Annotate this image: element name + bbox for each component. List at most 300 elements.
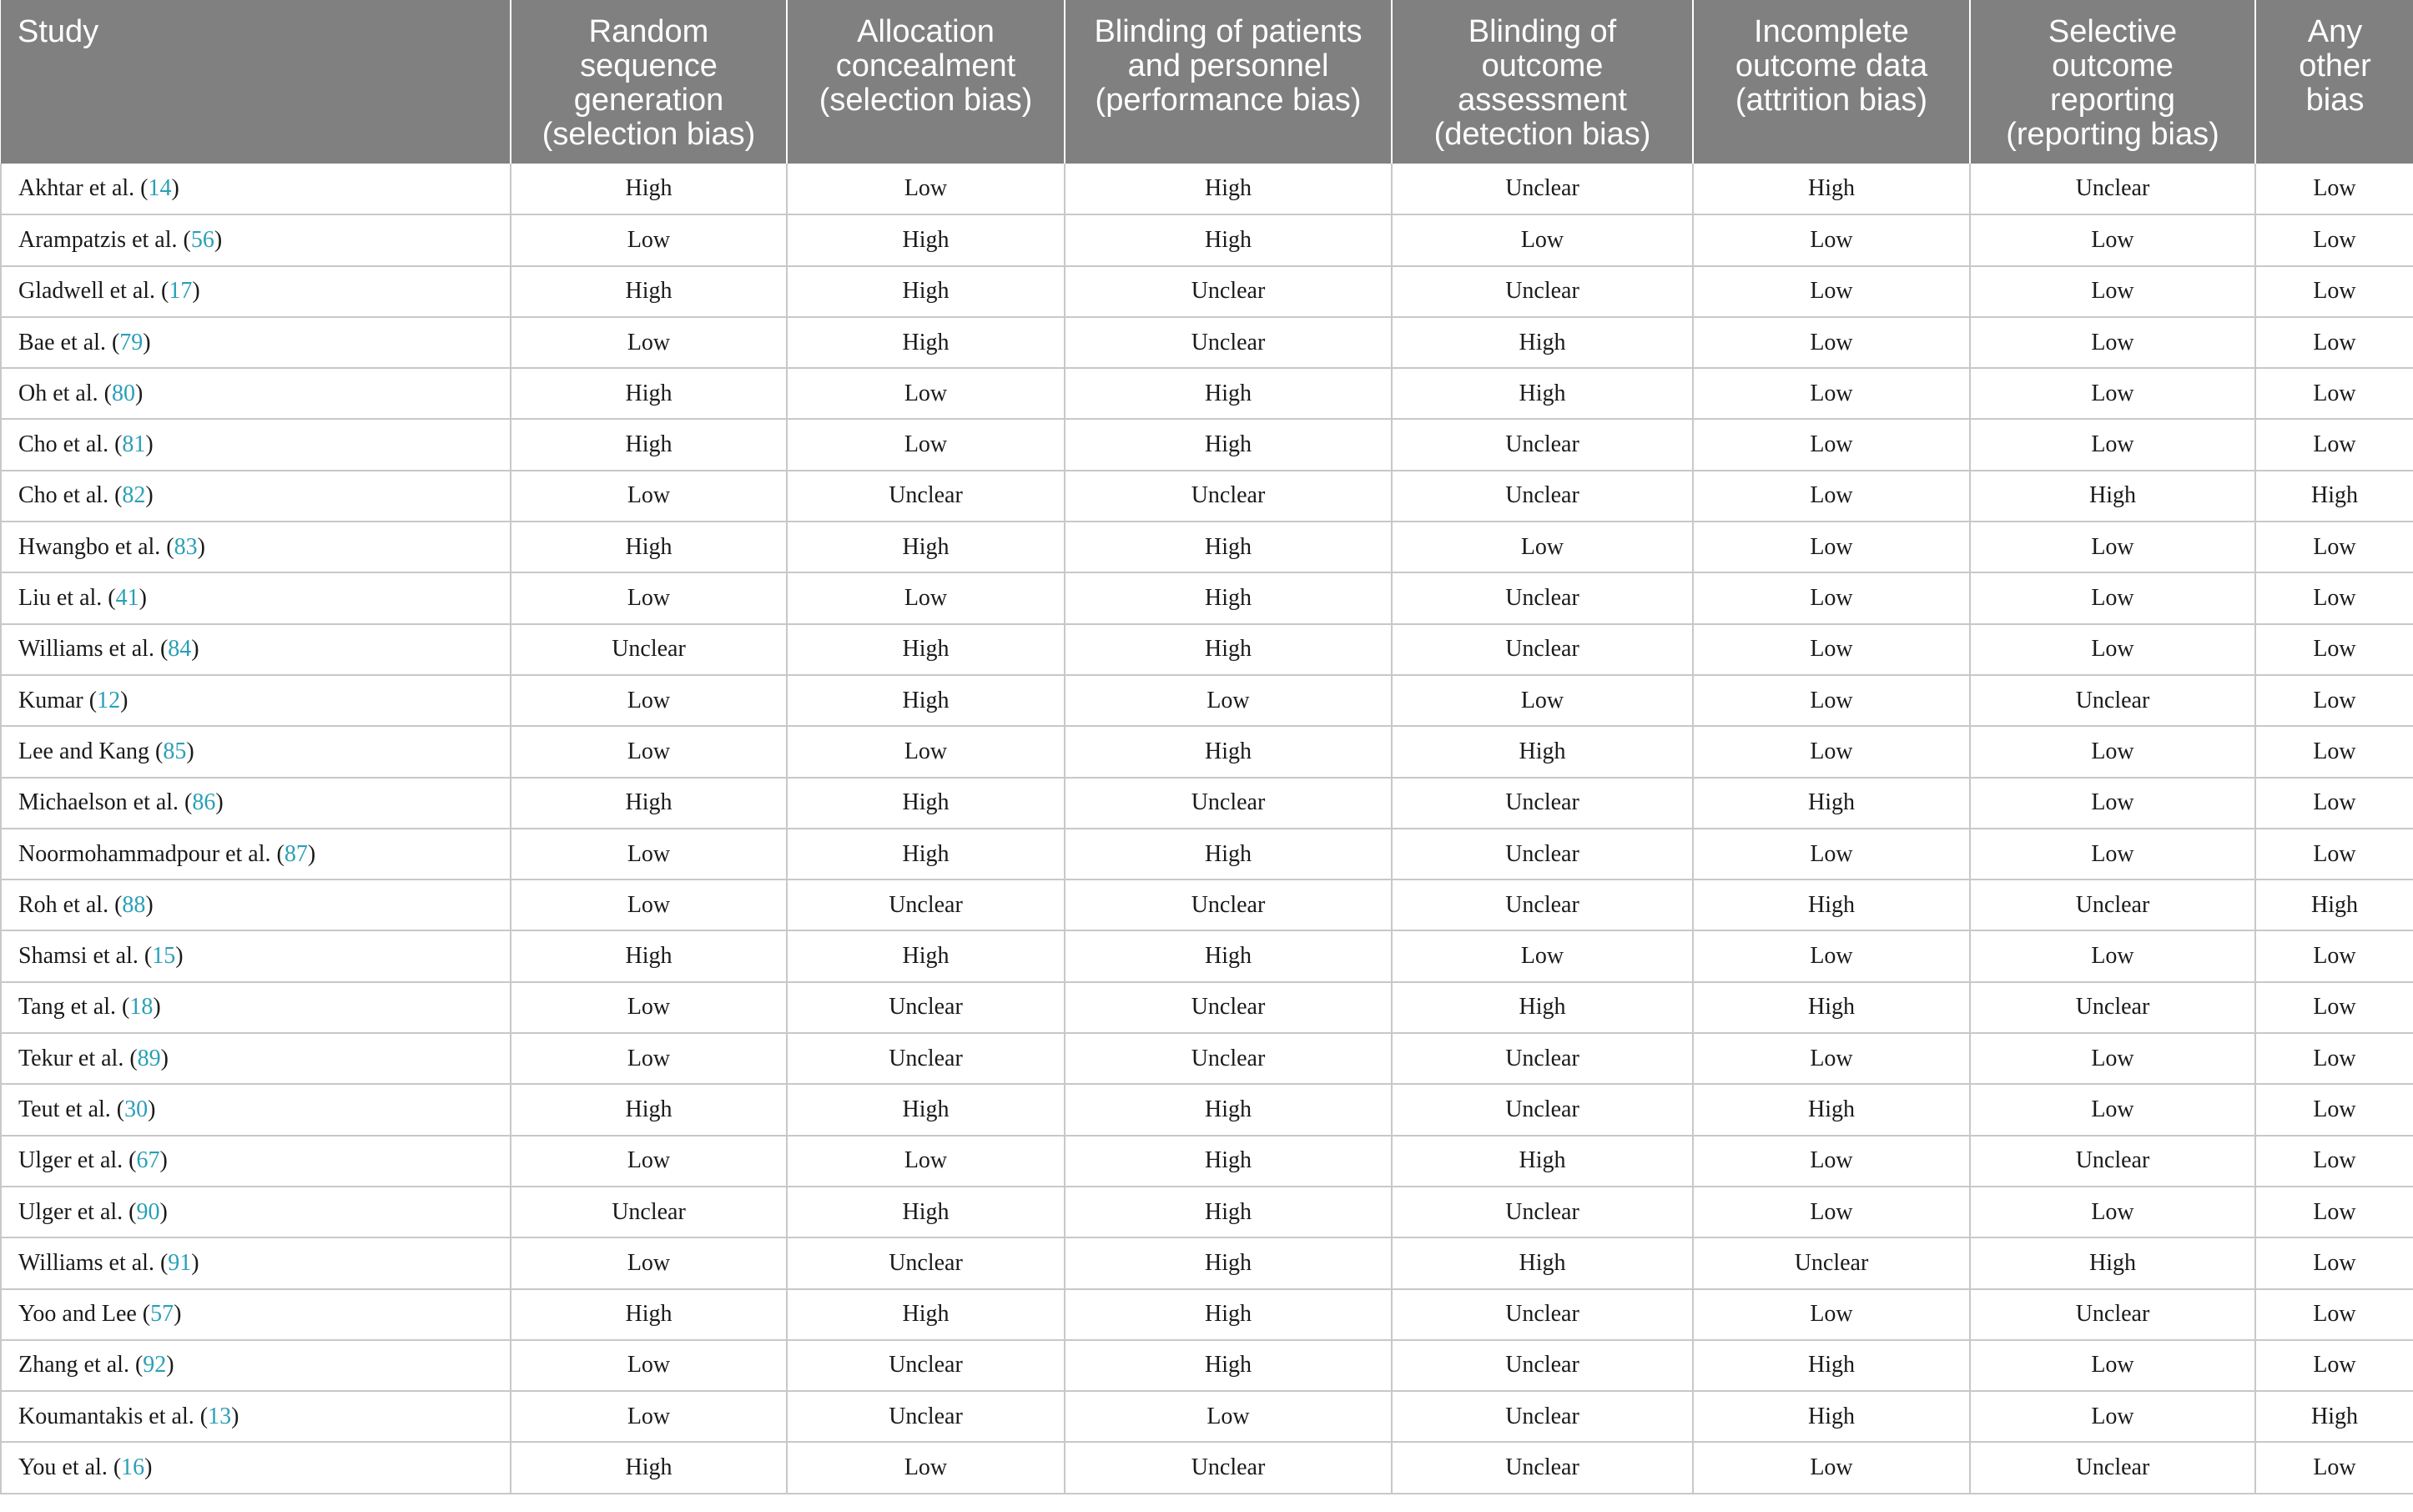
bias-rating-cell: Low	[2255, 1033, 2413, 1084]
bias-rating-cell: High	[1392, 368, 1693, 419]
bias-rating-cell: High	[511, 419, 787, 470]
bias-rating-cell: Low	[1693, 317, 1970, 368]
bias-rating-cell: High	[1065, 1340, 1392, 1391]
bias-rating-cell: Low	[2255, 368, 2413, 419]
reference-link[interactable]: 83	[174, 533, 198, 560]
bias-rating-cell: High	[1065, 624, 1392, 675]
bias-rating-cell: Low	[2255, 419, 2413, 470]
bias-rating-cell: High	[787, 675, 1065, 726]
bias-rating-cell: High	[1693, 778, 1970, 829]
table-row	[1, 829, 2413, 879]
bias-rating-cell: Low	[1970, 726, 2255, 777]
table-row	[1, 1442, 2413, 1493]
bias-rating-cell: High	[1065, 1289, 1392, 1340]
study-close-paren: )	[231, 1403, 239, 1429]
study-name: Tekur et al. (	[18, 1045, 138, 1071]
bias-rating-cell: Unclear	[1392, 1084, 1693, 1135]
bias-rating-cell: High	[787, 522, 1065, 572]
bias-rating-cell: Low	[511, 572, 787, 623]
header-incomplete-outcome-data	[1693, 0, 1970, 164]
table-row	[1, 624, 2413, 675]
bias-rating-cell: Unclear	[787, 1340, 1065, 1391]
reference-link[interactable]: 92	[143, 1352, 167, 1378]
bias-rating-cell: Unclear	[511, 624, 787, 675]
bias-rating-cell: Low	[1065, 675, 1392, 726]
bias-rating-cell: Low	[511, 726, 787, 777]
study-name: Yoo and Lee (	[18, 1301, 151, 1328]
study-cell	[1, 214, 511, 265]
study-cell	[1, 624, 511, 675]
bias-rating-cell: High	[787, 317, 1065, 368]
bias-rating-cell: Unclear	[1392, 266, 1693, 317]
header-line: outcome	[2052, 48, 2174, 83]
bias-rating-cell: Low	[511, 1033, 787, 1084]
bias-rating-cell: Low	[1693, 1136, 1970, 1187]
header-line: (detection bias)	[1433, 117, 1651, 152]
reference-link[interactable]: 79	[119, 329, 144, 355]
header-row	[1, 0, 2413, 164]
bias-rating-cell: High	[1065, 522, 1392, 572]
bias-rating-cell: High	[1392, 317, 1693, 368]
header-line: Study	[18, 14, 99, 49]
bias-rating-cell: Unclear	[1970, 879, 2255, 930]
bias-rating-cell: Low	[1970, 266, 2255, 317]
reference-link[interactable]: 13	[208, 1403, 232, 1429]
study-name: You et al. (	[18, 1454, 122, 1481]
bias-rating-cell: High	[1970, 471, 2255, 522]
bias-rating-cell: Low	[2255, 1340, 2413, 1391]
bias-rating-cell: Low	[787, 368, 1065, 419]
bias-rating-cell: Low	[2255, 214, 2413, 265]
header-line: Blinding of	[1468, 14, 1617, 49]
table-row	[1, 675, 2413, 726]
header-line: Selective	[2048, 14, 2178, 49]
bias-rating-cell: Low	[1970, 317, 2255, 368]
bias-rating-cell: High	[787, 266, 1065, 317]
bias-rating-cell: High	[511, 1442, 787, 1493]
reference-link[interactable]: 86	[192, 789, 216, 816]
bias-rating-cell: Low	[511, 1136, 787, 1187]
bias-rating-cell: High	[1693, 1340, 1970, 1391]
table-row	[1, 1289, 2413, 1340]
study-close-paren: )	[145, 891, 154, 918]
bias-rating-cell: Low	[1065, 1391, 1392, 1442]
study-cell	[1, 1136, 511, 1187]
bias-rating-cell: High	[511, 1289, 787, 1340]
bias-rating-cell: High	[511, 778, 787, 829]
bias-rating-cell: High	[1065, 572, 1392, 623]
study-close-paren: )	[175, 943, 184, 970]
study-close-paren: )	[307, 840, 316, 867]
bias-rating-cell: Low	[1693, 368, 1970, 419]
bias-rating-cell: Low	[1693, 1187, 1970, 1237]
bias-rating-cell: High	[511, 164, 787, 214]
study-name: Cho et al. (	[18, 431, 123, 458]
study-name: Williams et al. (	[18, 636, 169, 663]
bias-rating-cell: Low	[2255, 522, 2413, 572]
bias-rating-cell: High	[511, 266, 787, 317]
bias-rating-cell: Unclear	[1065, 1442, 1392, 1493]
bias-rating-cell: Low	[511, 1237, 787, 1288]
reference-link[interactable]: 87	[284, 840, 308, 867]
reference-link[interactable]: 12	[97, 687, 121, 713]
bias-rating-cell: Low	[1970, 419, 2255, 470]
reference-link[interactable]: 82	[122, 482, 146, 509]
header-line: other	[2299, 48, 2371, 83]
study-cell	[1, 471, 511, 522]
bias-rating-cell: Unclear	[1693, 1237, 1970, 1288]
table-row	[1, 930, 2413, 981]
reference-link[interactable]: 89	[137, 1045, 161, 1071]
bias-rating-cell: Unclear	[1065, 778, 1392, 829]
bias-rating-cell: Unclear	[1065, 266, 1392, 317]
bias-rating-cell: Low	[787, 572, 1065, 623]
table-row	[1, 726, 2413, 777]
table-row	[1, 368, 2413, 419]
reference-link[interactable]: 57	[150, 1301, 174, 1328]
bias-rating-cell: Low	[1693, 266, 1970, 317]
bias-rating-cell: Low	[1392, 214, 1693, 265]
header-line: generation	[573, 83, 724, 118]
bias-rating-cell: Unclear	[787, 1237, 1065, 1288]
table-row	[1, 214, 2413, 265]
bias-rating-cell: Unclear	[1065, 982, 1392, 1033]
table-row	[1, 317, 2413, 368]
bias-rating-cell: Low	[1970, 1391, 2255, 1442]
bias-rating-cell: Unclear	[1970, 1136, 2255, 1187]
study-close-paren: )	[197, 533, 205, 560]
bias-rating-cell: Low	[1693, 572, 1970, 623]
study-cell	[1, 1237, 511, 1288]
bias-rating-cell: Unclear	[1970, 164, 2255, 214]
study-name: Noormohammadpour et al. (	[18, 840, 285, 867]
header-line: reporting	[2050, 83, 2175, 118]
study-close-paren: )	[192, 278, 200, 305]
table-body	[1, 164, 2413, 1494]
bias-rating-cell: Low	[1970, 572, 2255, 623]
table-row	[1, 164, 2413, 214]
study-name: Roh et al. (	[18, 891, 123, 918]
study-name: Bae et al. (	[18, 329, 120, 355]
bias-rating-cell: Low	[1970, 1033, 2255, 1084]
bias-rating-cell: Low	[1693, 1442, 1970, 1493]
study-cell	[1, 829, 511, 879]
study-cell	[1, 317, 511, 368]
header-line: (selection bias)	[542, 117, 756, 152]
bias-rating-cell: Low	[2255, 675, 2413, 726]
study-close-paren: )	[191, 1249, 199, 1276]
bias-rating-cell: High	[1065, 214, 1392, 265]
study-name: Cho et al. (	[18, 482, 123, 509]
study-cell	[1, 1340, 511, 1391]
bias-rating-cell: Unclear	[1392, 778, 1693, 829]
study-cell	[1, 1289, 511, 1340]
bias-rating-cell: Low	[2255, 1136, 2413, 1187]
bias-rating-cell: Low	[1693, 419, 1970, 470]
header-blinding-participants	[1065, 0, 1392, 164]
study-name: Zhang et al. (	[18, 1352, 144, 1378]
header-line: outcome	[1481, 48, 1604, 83]
bias-rating-cell: High	[787, 778, 1065, 829]
bias-rating-cell: High	[1065, 164, 1392, 214]
study-cell	[1, 522, 511, 572]
bias-rating-cell: Unclear	[1392, 1442, 1693, 1493]
study-close-paren: )	[139, 585, 147, 612]
bias-rating-cell: Low	[2255, 982, 2413, 1033]
bias-rating-cell: High	[787, 1289, 1065, 1340]
study-cell	[1, 368, 511, 419]
bias-rating-cell: Low	[2255, 317, 2413, 368]
table-row	[1, 471, 2413, 522]
bias-rating-cell: Low	[1693, 522, 1970, 572]
bias-rating-cell: High	[1065, 829, 1392, 879]
header-line: (performance bias)	[1095, 83, 1362, 118]
bias-rating-cell: High	[2255, 879, 2413, 930]
reference-link[interactable]: 81	[122, 431, 146, 458]
study-close-paren: )	[191, 636, 199, 663]
header-line: Incomplete	[1754, 14, 1909, 49]
bias-rating-cell: Low	[1970, 829, 2255, 879]
bias-rating-cell: High	[787, 930, 1065, 981]
study-close-paren: )	[145, 431, 154, 458]
study-cell	[1, 572, 511, 623]
study-cell	[1, 164, 511, 214]
study-close-paren: )	[160, 1045, 169, 1071]
bias-rating-cell: High	[1065, 1084, 1392, 1135]
reference-link[interactable]: 67	[136, 1147, 160, 1174]
bias-rating-cell: High	[1693, 982, 1970, 1033]
bias-rating-cell: High	[1065, 726, 1392, 777]
study-close-paren: )	[145, 482, 154, 509]
table-header	[1, 0, 2413, 164]
bias-rating-cell: High	[1693, 164, 1970, 214]
reference-link[interactable]: 17	[169, 278, 193, 305]
header-line: Blinding of patients	[1094, 14, 1363, 49]
bias-rating-cell: Unclear	[1392, 164, 1693, 214]
study-cell	[1, 1033, 511, 1084]
bias-rating-cell: Low	[2255, 1187, 2413, 1237]
bias-rating-cell: Low	[1970, 368, 2255, 419]
study-name: Arampatzis et al. (	[18, 226, 191, 253]
reference-link[interactable]: 41	[115, 585, 139, 612]
study-close-paren: )	[143, 329, 151, 355]
bias-rating-cell: High	[1065, 368, 1392, 419]
header-allocation-concealment	[787, 0, 1065, 164]
bias-rating-cell: Unclear	[1065, 879, 1392, 930]
study-close-paren: )	[171, 175, 179, 202]
bias-rating-cell: Low	[2255, 829, 2413, 879]
header-line: Allocation	[857, 14, 995, 49]
reference-link[interactable]: 85	[163, 738, 187, 764]
study-cell	[1, 982, 511, 1033]
table-row	[1, 1237, 2413, 1288]
table-row	[1, 1391, 2413, 1442]
bias-rating-cell: High	[511, 522, 787, 572]
header-line: bias	[2305, 83, 2365, 118]
bias-rating-cell: Unclear	[1392, 1033, 1693, 1084]
study-close-paren: )	[214, 226, 223, 253]
bias-rating-cell: Low	[2255, 164, 2413, 214]
bias-rating-cell: Unclear	[1970, 982, 2255, 1033]
bias-rating-cell: High	[1065, 1187, 1392, 1237]
bias-rating-cell: Low	[1970, 1340, 2255, 1391]
bias-rating-cell: Low	[1392, 522, 1693, 572]
header-line: (selection bias)	[819, 83, 1033, 118]
reference-link[interactable]: 14	[148, 175, 172, 202]
bias-rating-cell: Unclear	[787, 1391, 1065, 1442]
bias-rating-cell: Low	[1693, 726, 1970, 777]
bias-rating-cell: High	[1392, 982, 1693, 1033]
reference-link[interactable]: 84	[168, 636, 192, 663]
study-cell	[1, 1391, 511, 1442]
reference-link[interactable]: 30	[124, 1096, 149, 1122]
bias-rating-cell: Unclear	[1065, 1033, 1392, 1084]
bias-rating-cell: Unclear	[1392, 624, 1693, 675]
reference-link[interactable]: 56	[190, 226, 214, 253]
study-name: Kumar (	[18, 687, 98, 713]
study-cell	[1, 726, 511, 777]
reference-link[interactable]: 80	[111, 380, 135, 406]
bias-rating-cell: Low	[1970, 522, 2255, 572]
bias-rating-cell: High	[1065, 419, 1392, 470]
header-random-sequence-generation	[511, 0, 787, 164]
study-close-paren: )	[148, 1096, 156, 1122]
study-cell	[1, 419, 511, 470]
bias-rating-cell: Low	[511, 829, 787, 879]
bias-rating-cell: Low	[511, 675, 787, 726]
bias-rating-cell: Low	[1693, 214, 1970, 265]
bias-rating-cell: High	[1970, 1237, 2255, 1288]
header-line: sequence	[580, 48, 718, 83]
bias-rating-cell: Low	[2255, 572, 2413, 623]
bias-rating-cell: High	[1065, 1136, 1392, 1187]
header-line: outcome data	[1735, 48, 1928, 83]
bias-rating-cell: Low	[1693, 471, 1970, 522]
bias-rating-cell: High	[787, 1187, 1065, 1237]
bias-rating-cell: Unclear	[1392, 1289, 1693, 1340]
bias-rating-cell: High	[1065, 930, 1392, 981]
bias-rating-cell: Unclear	[1392, 1391, 1693, 1442]
bias-rating-cell: High	[1693, 879, 1970, 930]
table-row	[1, 778, 2413, 829]
bias-rating-cell: Unclear	[1970, 1442, 2255, 1493]
bias-rating-cell: Low	[787, 1136, 1065, 1187]
bias-rating-cell: Low	[1970, 930, 2255, 981]
reference-link[interactable]: 90	[136, 1198, 160, 1225]
table-row	[1, 522, 2413, 572]
bias-rating-cell: Unclear	[1392, 1187, 1693, 1237]
bias-rating-cell: Unclear	[787, 982, 1065, 1033]
bias-rating-cell: High	[1392, 1237, 1693, 1288]
bias-rating-cell: High	[787, 829, 1065, 879]
table-row	[1, 1187, 2413, 1237]
study-name: Akhtar et al. (	[18, 175, 149, 202]
study-cell	[1, 266, 511, 317]
bias-rating-cell: Low	[511, 1391, 787, 1442]
bias-rating-cell: High	[1392, 1136, 1693, 1187]
study-close-paren: )	[166, 1352, 174, 1378]
bias-rating-cell: Low	[1693, 1289, 1970, 1340]
bias-rating-cell: High	[511, 1084, 787, 1135]
study-close-paren: )	[186, 738, 194, 764]
bias-rating-cell: Low	[2255, 624, 2413, 675]
study-name: Hwangbo et al. (	[18, 533, 174, 560]
table-row	[1, 1033, 2413, 1084]
bias-rating-cell: High	[1065, 1237, 1392, 1288]
bias-rating-cell: High	[2255, 1391, 2413, 1442]
bias-rating-cell: Low	[1970, 1187, 2255, 1237]
bias-rating-cell: Low	[787, 164, 1065, 214]
bias-rating-cell: High	[1392, 726, 1693, 777]
bias-rating-cell: Low	[511, 471, 787, 522]
header-line: Random	[588, 14, 709, 49]
bias-rating-cell: Unclear	[1392, 572, 1693, 623]
table-row	[1, 1136, 2413, 1187]
reference-link[interactable]: 18	[129, 994, 154, 1021]
bias-rating-cell: Unclear	[1970, 1289, 2255, 1340]
bias-rating-cell: Low	[2255, 266, 2413, 317]
bias-rating-cell: Low	[2255, 1237, 2413, 1288]
bias-rating-cell: Low	[511, 1340, 787, 1391]
bias-rating-cell: Low	[787, 419, 1065, 470]
bias-rating-cell: High	[1693, 1084, 1970, 1135]
header-line: (attrition bias)	[1735, 83, 1928, 118]
bias-rating-cell: Unclear	[1392, 471, 1693, 522]
bias-rating-cell: Unclear	[1392, 419, 1693, 470]
header-line: Any	[2307, 14, 2363, 49]
table-row	[1, 266, 2413, 317]
study-close-paren: )	[134, 380, 144, 406]
header-selective-reporting	[1970, 0, 2255, 164]
bias-rating-cell: Low	[787, 1442, 1065, 1493]
bias-rating-cell: Low	[1970, 778, 2255, 829]
study-name: Teut et al. (	[18, 1096, 125, 1122]
reference-link[interactable]: 88	[122, 891, 146, 918]
reference-link[interactable]: 15	[152, 943, 176, 970]
header-line: and personnel	[1127, 48, 1329, 83]
bias-rating-cell: Unclear	[1065, 471, 1392, 522]
bias-rating-cell: Low	[2255, 1442, 2413, 1493]
reference-link[interactable]: 91	[168, 1249, 192, 1276]
bias-rating-cell: Low	[1693, 930, 1970, 981]
study-name: Ulger et al. (	[18, 1147, 137, 1174]
study-close-paren: )	[159, 1198, 168, 1225]
bias-rating-cell: Low	[787, 726, 1065, 777]
bias-rating-cell: Low	[1693, 624, 1970, 675]
header-study	[1, 0, 511, 164]
bias-rating-cell: Low	[1693, 829, 1970, 879]
bias-rating-cell: Unclear	[787, 471, 1065, 522]
study-name: Shamsi et al. (	[18, 943, 153, 970]
bias-rating-cell: Unclear	[787, 1033, 1065, 1084]
bias-rating-cell: Unclear	[1065, 317, 1392, 368]
bias-rating-cell: High	[2255, 471, 2413, 522]
bias-rating-cell: Low	[1970, 214, 2255, 265]
study-name: Liu et al. (	[18, 585, 116, 612]
bias-rating-cell: Low	[2255, 778, 2413, 829]
bias-rating-cell: High	[787, 624, 1065, 675]
study-name: Ulger et al. (	[18, 1198, 137, 1225]
bias-rating-cell: Low	[511, 982, 787, 1033]
reference-link[interactable]: 16	[121, 1454, 145, 1481]
bias-rating-cell: Low	[1693, 1033, 1970, 1084]
study-name: Michaelson et al. (	[18, 789, 193, 816]
study-cell	[1, 1187, 511, 1237]
bias-rating-cell: Low	[2255, 930, 2413, 981]
header-blinding-outcome-assessment	[1392, 0, 1693, 164]
study-cell	[1, 1084, 511, 1135]
study-name: Tang et al. (	[18, 994, 130, 1021]
